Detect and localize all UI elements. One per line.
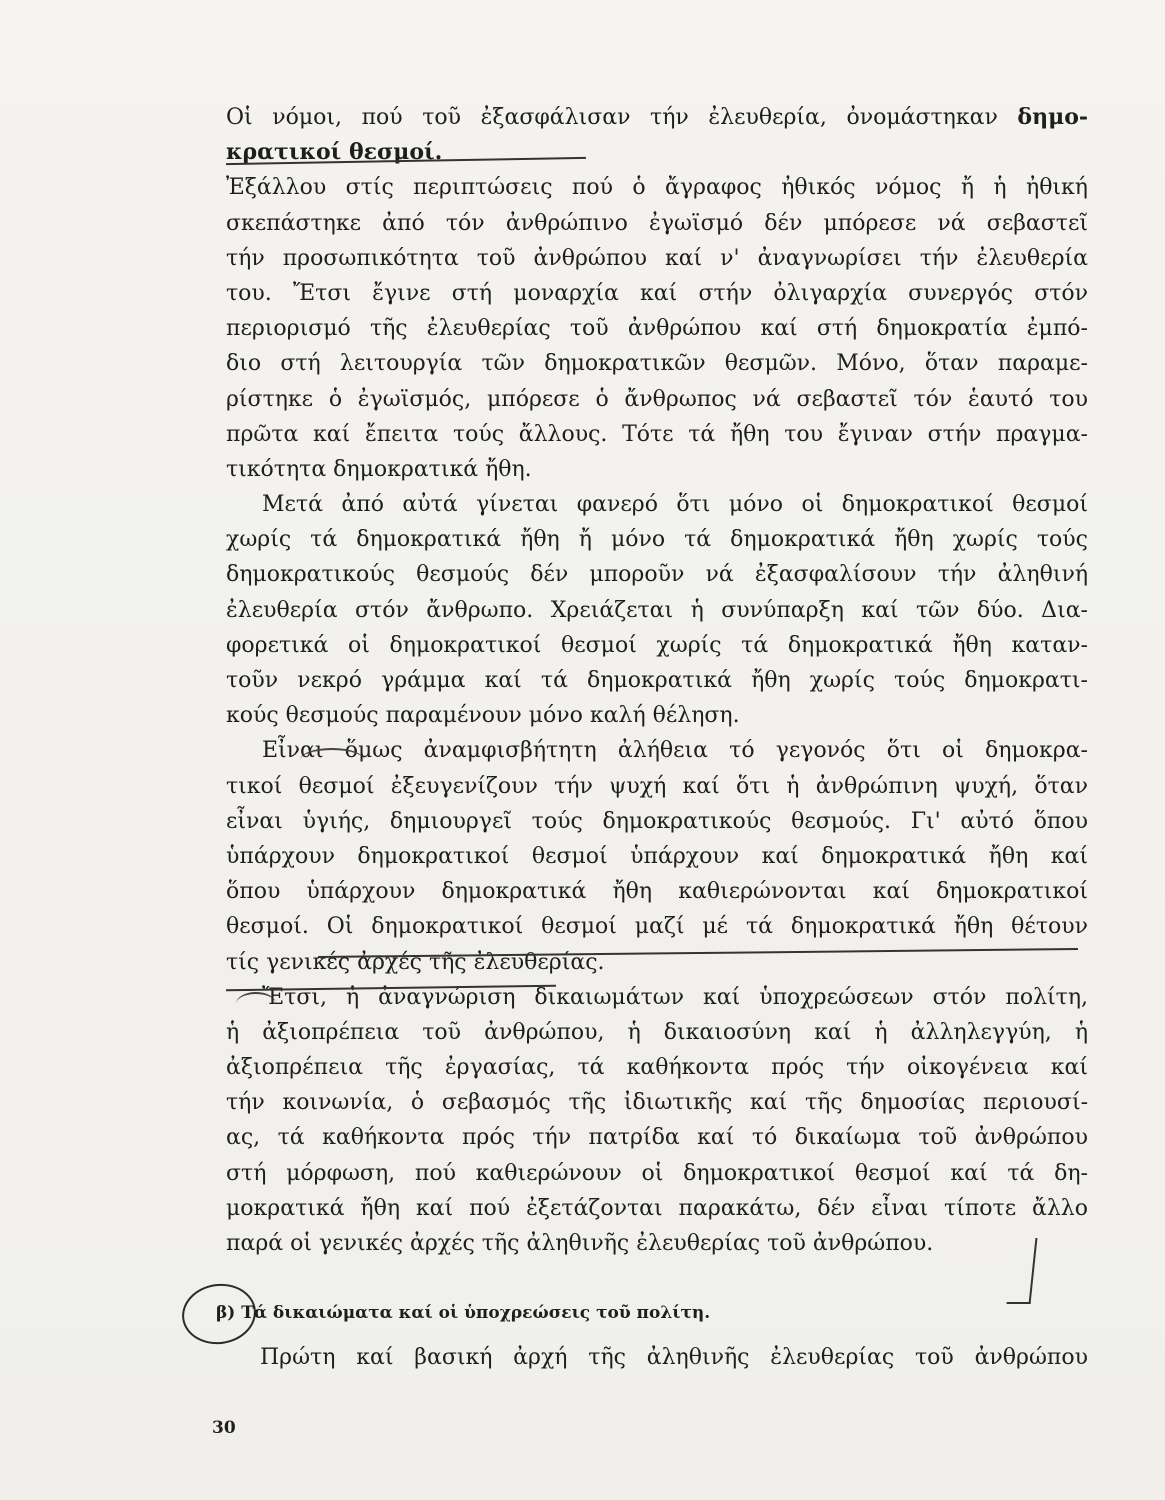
text-line: σκεπάστηκε ἀπό τόν ἀνθρώπινο ἐγωϊσμό δέν μπόρεσε νά σεβαστεῖ — [226, 210, 1088, 236]
text-line: ὑπάρχουν δημοκρατικοί θεσμοί ὑπάρχουν καί δημοκρατικά ἤθη καί — [226, 843, 1088, 869]
text-line: εἶναι ὑγιής, δημιουργεῖ τούς δημοκρατικούς θεσμούς. Γι' αὐτό ὅπου — [226, 808, 1088, 834]
text-line: θεσμοί. Οἱ δημοκρατικοί θεσμοί μαζί μέ τά δημοκρατικά ἤθη θέτουν — [226, 914, 1088, 940]
text-line: Μετά ἀπό αὐτά γίνεται φανερό ὅτι μόνο οἱ δημοκρατικοί θεσμοί — [262, 492, 1088, 518]
text-line: παρά οἱ γενικές ἀρχές τῆς ἀληθινῆς ἐλευθερίας τοῦ ἀνθρώπου. — [226, 1231, 934, 1256]
text-line: ἐλευθερία στόν ἄνθρωπο. Χρειάζεται ἡ συνύπαρξη καί τῶν δύο. Δια- — [226, 597, 1088, 623]
text-line: τικότητα δημοκρατικά ἤθη. — [226, 456, 532, 482]
text-line: φορετικά οἱ δημοκρατικοί θεσμοί χωρίς τά δημοκρατικά ἤθη καταν- — [226, 632, 1088, 658]
text-line: ὅπου ὑπάρχουν δημοκρατικά ἤθη καθιερώνονται καί δημοκρατικοί — [226, 879, 1088, 905]
text-line: ας, τά καθήκοντα πρός τήν πατρίδα καί τό δικαίωμα τοῦ ἀνθρώπου — [226, 1125, 1088, 1151]
text-line: τήν προσωπικότητα τοῦ ἀνθρώπου καί ν' ἀναγνωρίσει τήν ἐλευθερία — [226, 245, 1088, 271]
text-line: τίς γενικές ἀρχές τῆς ἐλευθερίας. — [226, 949, 605, 975]
pencil-scribble — [300, 748, 364, 772]
pencil-scribble — [236, 992, 276, 1016]
text-line: μοκρατικά ἤθη καί πού ἐξετάζονται παρακάτω, δέν εἶναι τίποτε ἄλλο — [226, 1195, 1088, 1221]
bleed-through-text — [240, 40, 940, 60]
text-line: τικοί θεσμοί ἐξευγενίζουν τήν ψυχή καί ὅτι ἡ ἀνθρώπινη ψυχή, ὅταν — [226, 773, 1088, 799]
text-line: του. Ἔτσι ἔγινε στή μοναρχία καί στήν ὀλιγαρχία συνεργός στόν — [226, 280, 1088, 306]
text-line: Ἐξάλλου στίς περιπτώσεις πού ὁ ἄγραφος ἠθικός νόμος ἤ ἡ ἠθική — [226, 175, 1088, 201]
text-line: Πρώτη καί βασική ἀρχή τῆς ἀληθινῆς ἐλευθερίας τοῦ ἀνθρώπου — [260, 1345, 1088, 1370]
text-line: Ἔτσι, ἡ ἀναγνώριση δικαιωμάτων καί ὑποχρεώσεων στόν πολίτη, — [262, 984, 1088, 1010]
page-number: 30 — [212, 1418, 236, 1438]
text-line: Οἱ νόμοι, πού τοῦ ἐξασφάλισαν τήν ἐλευθερία, ὀνομάστηκαν δημο- — [226, 104, 1088, 130]
text-line: δημοκρατικούς θεσμούς δέν μποροῦν νά ἐξασφαλίσουν τήν ἀληθινή — [226, 562, 1088, 588]
text-line: στή μόρφωση, πού καθιερώνουν οἱ δημοκρατικοί θεσμοί καί τά δη- — [226, 1160, 1088, 1186]
text-line: ρίστηκε ὁ ἐγωϊσμός, μπόρεσε ὁ ἄνθρωπος νά σεβαστεῖ τόν ἑαυτό του — [226, 386, 1088, 412]
text-line: πρῶτα καί ἔπειτα τούς ἄλλους. Τότε τά ἤθη του ἔγιναν στήν πραγμα- — [226, 421, 1088, 447]
text-line: διο στή λειτουργία τῶν δημοκρατικῶν θεσμῶν. Μόνο, ὅταν παραμε- — [226, 351, 1088, 377]
text-line: ἡ ἀξιοπρέπεια τοῦ ἀνθρώπου, ἡ δικαιοσύνη καί ἡ ἀλληλεγγύη, ἡ — [226, 1019, 1088, 1045]
section-heading: β) Τά δικαιώματα καί οἱ ὑποχρεώσεις τοῦ πολίτη. — [216, 1303, 711, 1323]
text-line: κούς θεσμούς παραμένουν μόνο καλή θέληση. — [226, 703, 740, 729]
text-line: περιορισμό τῆς ἐλευθερίας τοῦ ἀνθρώπου καί στή δημοκρατία ἐμπό- — [226, 316, 1088, 342]
body-text — [226, 100, 1088, 1261]
text-line: κρατικοί θεσμοί. — [226, 139, 443, 166]
text-line: χωρίς τά δημοκρατικά ἤθη ἤ μόνο τά δημοκρατικά ἤθη χωρίς τούς — [226, 527, 1088, 553]
text-line: ἀξιοπρέπεια τῆς ἐργασίας, τά καθήκοντα πρός τήν οἰκογένεια καί — [226, 1055, 1088, 1081]
text-line: Εἶναι ὅμως ἀναμφισβήτητη ἀλήθεια τό γεγονός ὅτι οἱ δημοκρα- — [262, 738, 1088, 764]
text-line: τοῦν νεκρό γράμμα καί τά δημοκρατικά ἤθη χωρίς τούς δημοκρατι- — [226, 668, 1088, 693]
text-line: τήν κοινωνία, ὁ σεβασμός τῆς ἰδιωτικῆς καί τῆς δημοσίας περιουσί- — [226, 1090, 1088, 1116]
